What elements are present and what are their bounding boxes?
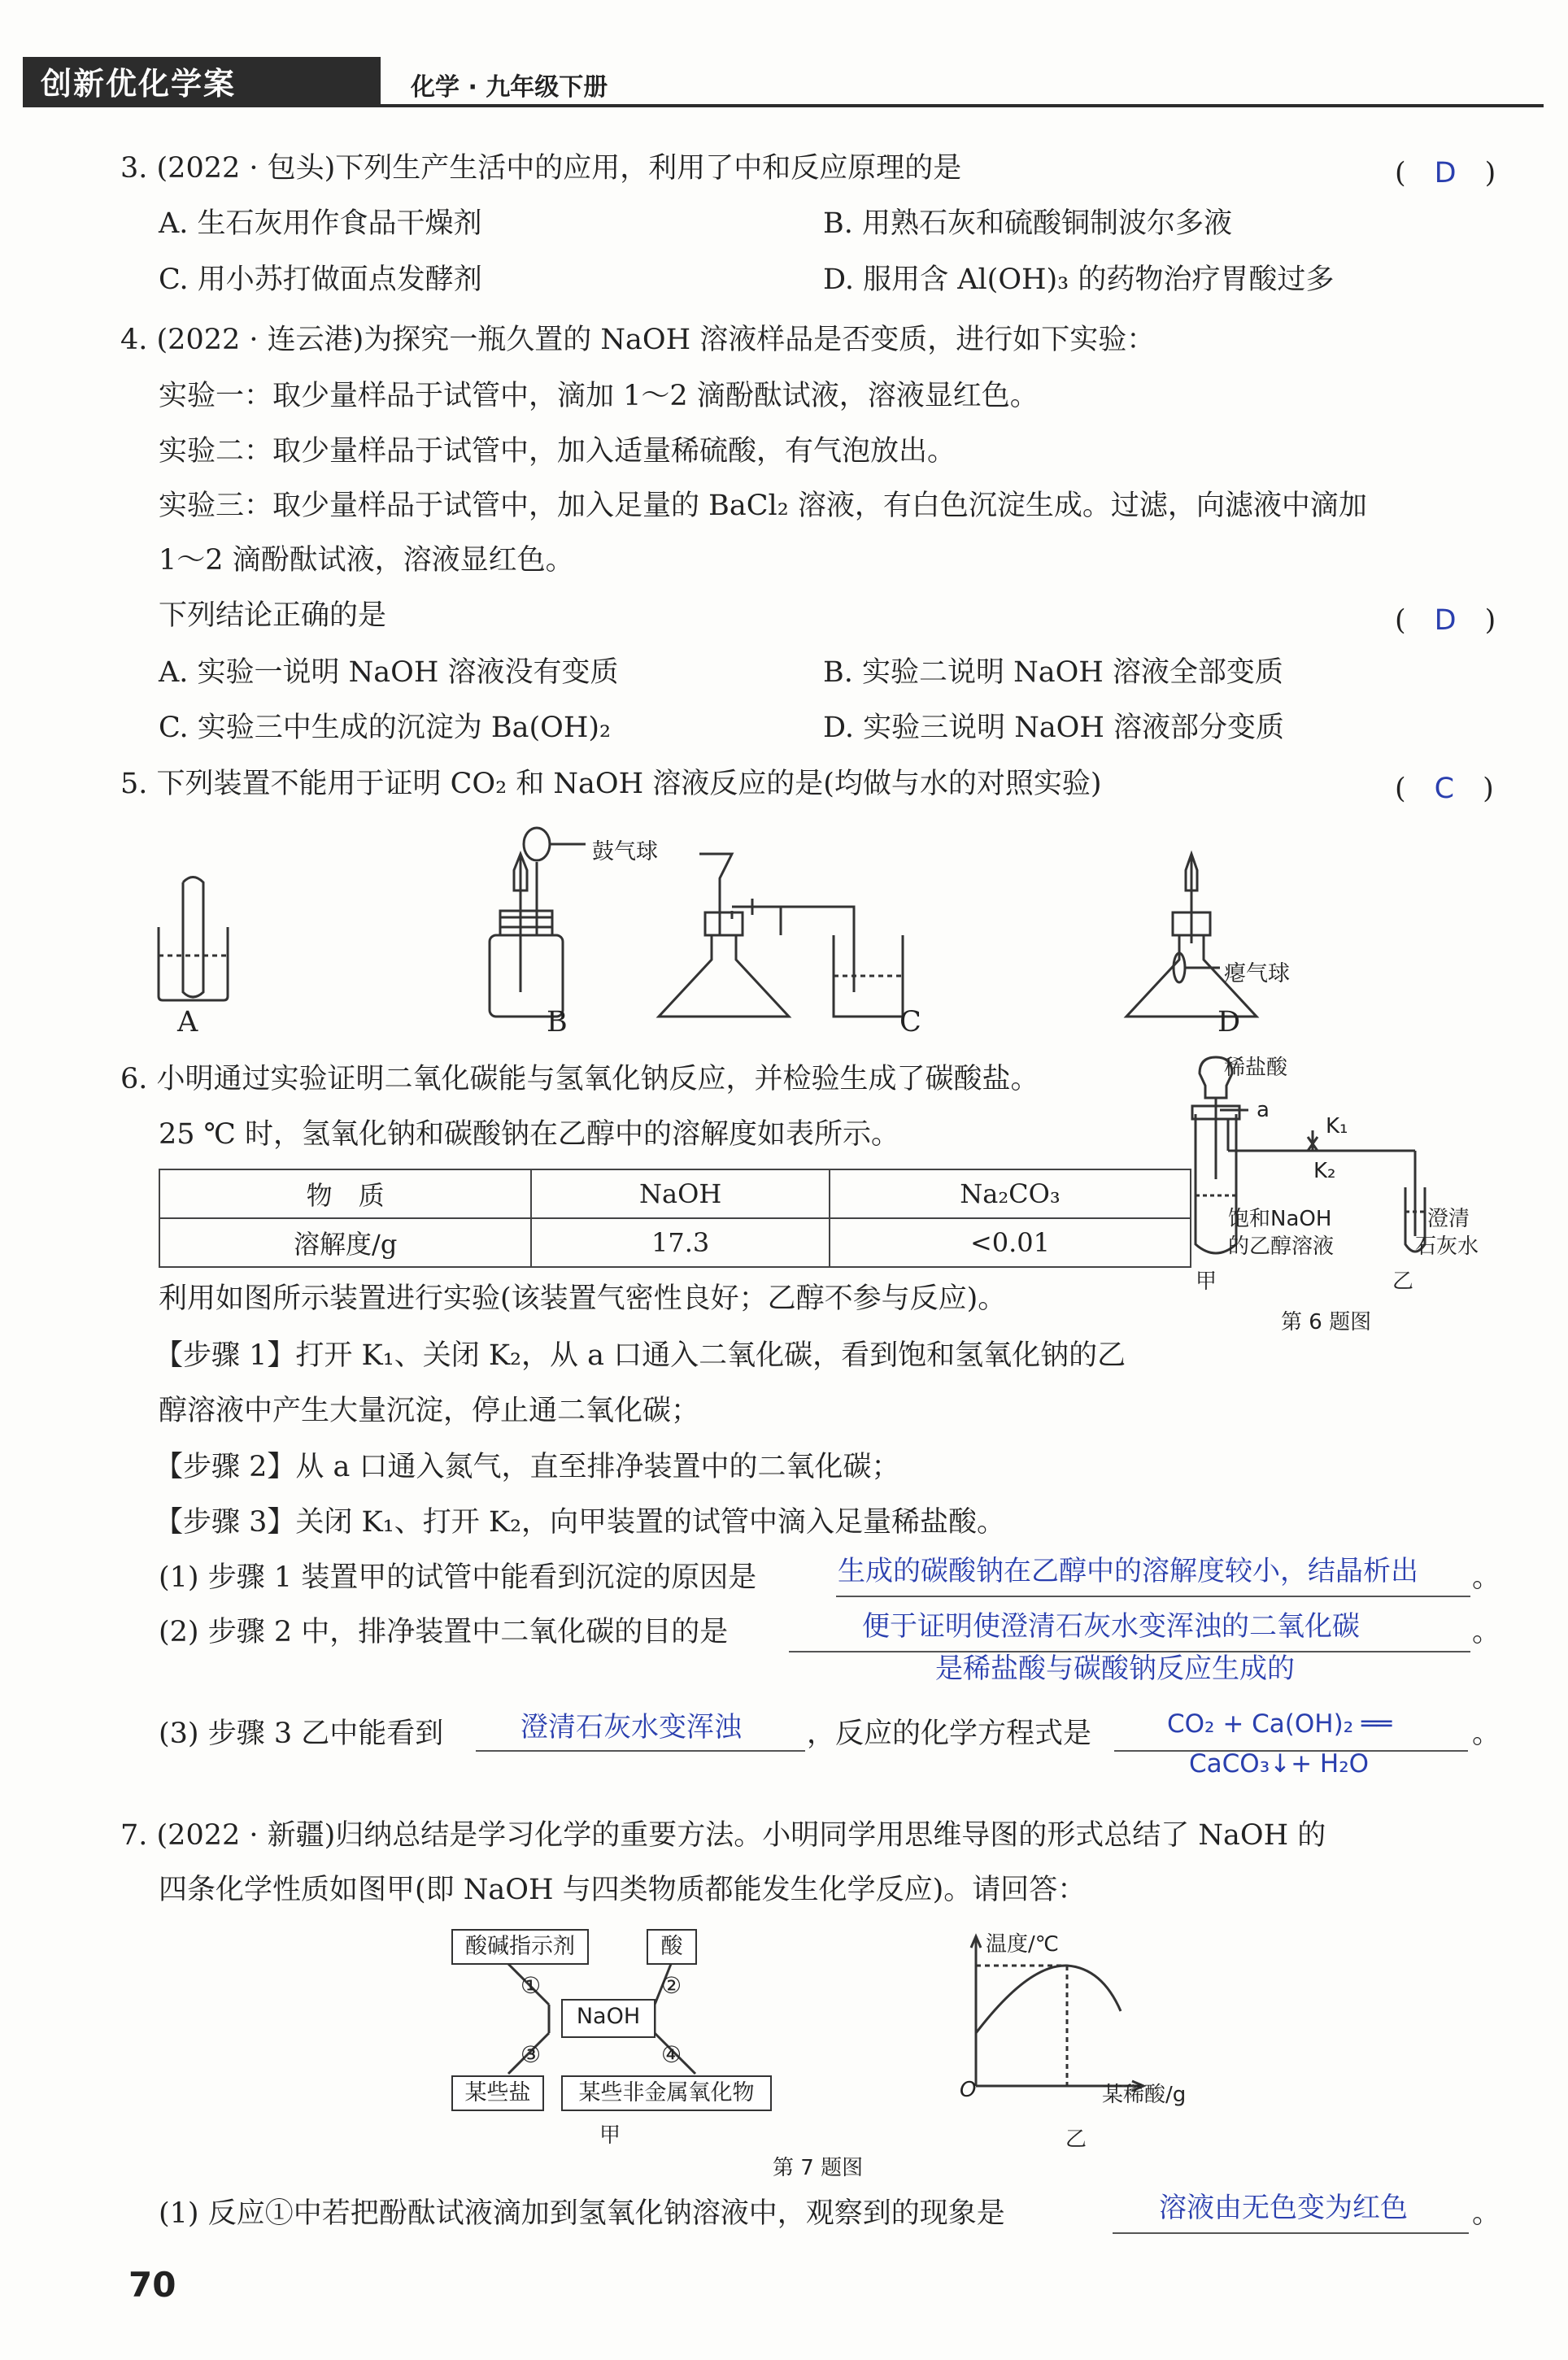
q6-yi-label: 乙 [1392,1269,1414,1294]
mindmap-acid-box: 酸 [647,1929,697,1965]
q4-prompt: 下列结论正确的是 [159,599,387,632]
table-row-label: 溶解度/g [159,1218,531,1267]
q6-sub3-eq1: CO₂ + Ca(OH)₂ ══ [1167,1709,1392,1739]
q4-option-b: B. 实验二说明 NaOH 溶液全部变质 [823,656,1283,689]
q6-sub2-end: 。 [1472,1616,1501,1648]
mindmap-salt-box: 某些盐 [451,2075,544,2111]
q3-option-c: C. 用小苏打做面点发酵剂 [159,263,482,296]
graph-origin: O [960,2078,977,2102]
q6-jia-label: 甲 [1196,1269,1217,1294]
q6-k1-label: K₁ [1326,1114,1348,1139]
apparatus-d [1126,854,1257,1017]
q4-answer-paren: ( D ) [1395,604,1496,637]
q7-sub1-text: (1) 反应①中若把酚酞试液滴加到氢氧化钠溶液中，观察到的现象是 [159,2197,1005,2230]
apparatus-b [490,828,586,1017]
mindmap-oxide-box: 某些非金属氧化物 [561,2075,772,2111]
q6-port-a: a [1257,1098,1270,1122]
q4-exp3a: 实验三：取少量样品于试管中，加入足量的 BaCl₂ 溶液，有白色沉淀生成。过滤，向滤液中滴加 [159,490,1367,522]
mindmap-naoh-box: NaOH [561,1999,656,2038]
q5-label-b: B [547,1006,568,1038]
table-header-substance: 物 质 [159,1169,531,1218]
q6-step3: 【步骤 3】关闭 K₁、打开 K₂，向甲装置的试管中滴入足量稀盐酸。 [155,1506,1006,1539]
q3-answer: D [1434,157,1457,189]
graph-label: 乙 [1065,2127,1087,2152]
q6-sub3-text: (3) 步骤 3 乙中能看到 [159,1718,444,1750]
q4-option-c: C. 实验三中生成的沉淀为 Ba(OH)₂ [159,712,612,744]
solubility-table [159,1169,1191,1268]
q5-answer-paren: ( C ) [1395,773,1494,805]
q4-option-d: D. 实验三说明 NaOH 溶液部分变质 [823,712,1285,744]
apparatus-c [659,854,903,1017]
mindmap-num-1: ① [520,1972,542,1999]
q6-sub1-text: (1) 步骤 1 装置甲的试管中能看到沉淀的原因是 [159,1561,757,1594]
q5-label-c: C [899,1006,921,1038]
q6-stem1: 6. 小明通过实验证明二氧化碳能与氢氧化钠反应，并检验生成了碳酸盐。 [120,1063,1039,1095]
table-cell-na2co3: <0.01 [830,1218,1191,1267]
q6-left-label-1: 饱和NaOH [1228,1207,1332,1231]
table-header-naoh: NaOH [531,1169,830,1218]
q3-option-a: A. 生石灰用作食品干燥剂 [159,207,482,240]
header-rule [23,104,1544,107]
q6-sub1-end: 。 [1472,1561,1501,1594]
q6-step1b: 醇溶液中产生大量沉淀，停止通二氧化碳； [159,1395,700,1427]
q6-step1a: 【步骤 1】打开 K₁、关闭 K₂，从 a 口通入二氧化碳，看到饱和氢氧化钠的乙 [155,1339,1126,1372]
apparatus-a [159,877,228,1001]
q7-stem2: 四条化学性质如图甲(即 NaOH 与四类物质都能发生化学反应)。请回答： [159,1874,1087,1906]
q3-option-d: D. 服用含 Al(OH)₃ 的药物治疗胃酸过多 [823,263,1335,296]
mindmap-num-4: ④ [661,2041,682,2068]
q6-right-label-2: 石灰水 [1415,1234,1479,1259]
q3-option-b: B. 用熟石灰和硫酸铜制波尔多液 [823,207,1232,240]
q6-intro: 利用如图所示装置进行实验(该装置气密性良好；乙醇不参与反应)。 [159,1282,1007,1315]
q4-exp1: 实验一：取少量样品于试管中，滴加 1～2 滴酚酞试液，溶液显红色。 [159,380,1039,412]
q6-sub2-answer2: 是稀盐酸与碳酸钠反应生成的 [935,1652,1295,1685]
q6-left-label-2: 的乙醇溶液 [1228,1234,1335,1259]
q6-acid-label: 稀盐酸 [1224,1056,1288,1080]
q5-label-d: D [1217,1006,1241,1038]
table-cell-naoh: 17.3 [531,1218,830,1267]
brand-title: 创新优化学案 [41,66,237,102]
q5-callout-d: 瘪气球 [1224,961,1290,986]
q3-stem: 3. (2022 · 包头)下列生产生活中的应用，利用了中和反应原理的是 [120,152,962,185]
q7-sub1-answer: 溶液由无色变为红色 [1159,2192,1408,2224]
q6-k2-label: K₂ [1313,1159,1336,1183]
q5-apparatus-figure [138,821,1358,1041]
q4-exp3b: 1～2 滴酚酞试液，溶液显红色。 [159,544,574,577]
q6-right-label-1: 澄清 [1427,1207,1470,1231]
q6-sub3-end: 。 [1472,1718,1501,1750]
q7-stem1: 7. (2022 · 新疆)归纳总结是学习化学的重要方法。小明同学用思维导图的形式总结了 NaOH 的 [120,1819,1326,1852]
q4-option-a: A. 实验一说明 NaOH 溶液没有变质 [159,656,619,689]
q5-answer: C [1434,773,1455,805]
q6-sub3-answer: 澄清石灰水变浑浊 [520,1711,742,1744]
subject-title: 化学 · 九年级下册 [411,73,608,102]
q5-label-a: A [177,1006,198,1038]
q4-answer: D [1434,604,1457,637]
q7-figure-caption: 第 7 题图 [773,2156,864,2180]
mindmap-num-3: ③ [520,2041,542,2068]
q6-stem2: 25 ℃ 时，氢氧化钠和碳酸钠在乙醇中的溶解度如表所示。 [159,1118,899,1151]
q6-sub3-mid: ，反应的化学方程式是 [807,1718,1092,1750]
q5-callout-b: 鼓气球 [592,839,658,864]
page-number: 70 [128,2265,176,2305]
q6-sub1-answer: 生成的碳酸钠在乙醇中的溶解度较小，结晶析出 [838,1555,1418,1587]
q6-sub2-text: (2) 步骤 2 中，排净装置中二氧化碳的目的是 [159,1616,729,1648]
q3-answer-paren: ( D ) [1395,157,1496,189]
q6-sub3-eq2: CaCO₃↓+ H₂O [1189,1749,1370,1779]
graph-ylabel: 温度/℃ [986,1932,1059,1957]
q6-step2: 【步骤 2】从 a 口通入氮气，直至排净装置中的二氧化碳； [155,1451,900,1483]
q6-sub2-answer1: 便于证明使澄清石灰水变浑浊的二氧化碳 [862,1610,1360,1643]
mindmap-label: 甲 [599,2123,621,2148]
q6-figure-caption: 第 6 题图 [1281,1310,1372,1335]
mindmap-num-2: ② [661,1972,682,1999]
q5-stem: 5. 下列装置不能用于证明 CO₂ 和 NaOH 溶液反应的是(均做与水的对照实验) [120,768,1102,800]
mindmap-indicator-box: 酸碱指示剂 [451,1929,589,1965]
q4-stem: 4. (2022 · 连云港)为探究一瓶久置的 NaOH 溶液样品是否变质，进行如下实验： [120,324,1156,356]
table-header-na2co3: Na₂CO₃ [830,1169,1191,1218]
q7-sub1-end: 。 [1472,2197,1501,2230]
graph-xlabel: 某稀酸/g [1102,2083,1187,2107]
q4-exp2: 实验二：取少量样品于试管中，加入适量稀硫酸，有气泡放出。 [159,435,956,468]
